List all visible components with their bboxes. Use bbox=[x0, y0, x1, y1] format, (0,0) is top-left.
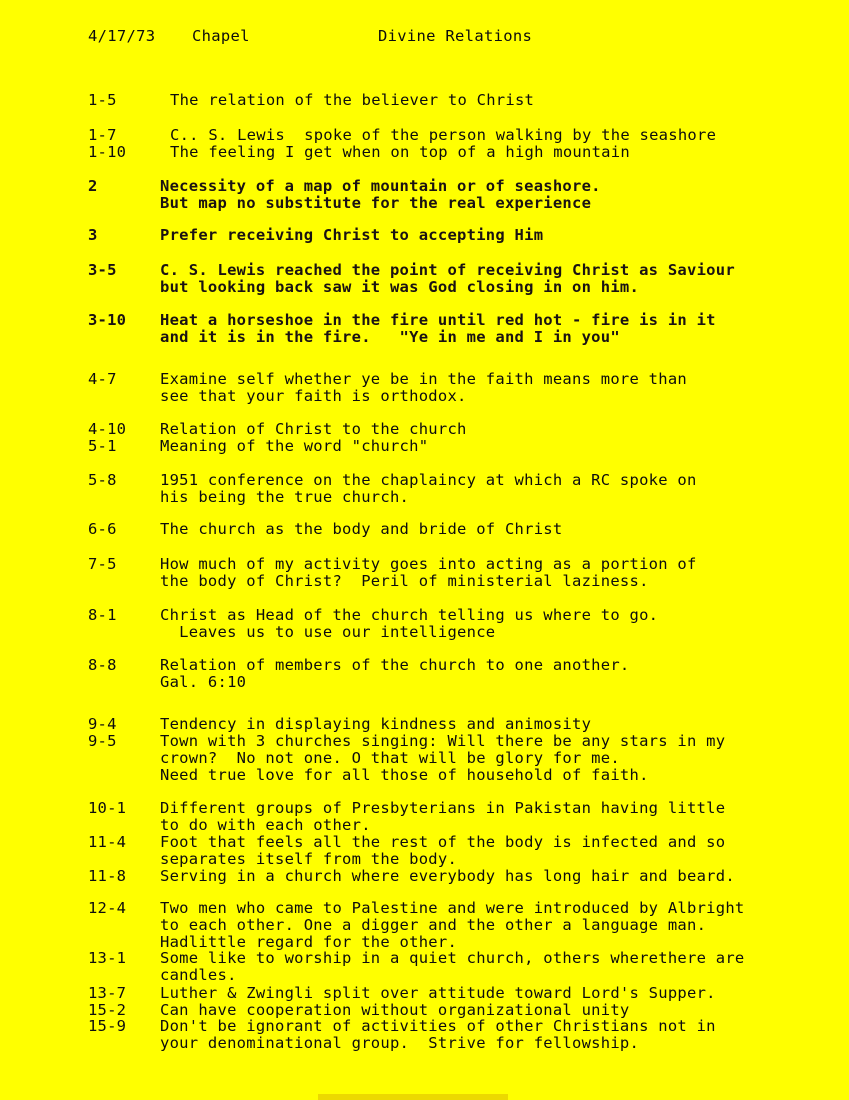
scan-edge-mark bbox=[318, 1094, 508, 1100]
note-line: The church as the body and bride of Christ bbox=[160, 520, 563, 538]
note-line: Examine self whether ye be in the faith means more than bbox=[160, 370, 687, 388]
note-ref: 8-8 bbox=[88, 656, 117, 674]
note-line: your denominational group. Strive for fellowship. bbox=[160, 1034, 640, 1052]
note-line: 1951 conference on the chaplaincy at which a RC spoke on bbox=[160, 471, 697, 489]
header-date: 4/17/73 bbox=[88, 27, 156, 45]
note-ref: 6-6 bbox=[88, 520, 117, 538]
note-ref: 11-8 bbox=[88, 867, 127, 885]
note-ref: 4-7 bbox=[88, 370, 117, 388]
note-line: the body of Christ? Peril of ministerial laziness. bbox=[160, 572, 649, 590]
note-ref: 9-5 bbox=[88, 732, 117, 750]
note-ref: 11-4 bbox=[88, 833, 127, 851]
note-ref: 4-10 bbox=[88, 420, 127, 438]
header-title: Divine Relations bbox=[378, 27, 533, 45]
note-ref: 10-1 bbox=[88, 799, 127, 817]
note-ref: 2 bbox=[88, 177, 98, 195]
note-line: to each other. One a digger and the other a language man. bbox=[160, 916, 707, 934]
note-line: his being the true church. bbox=[160, 488, 410, 506]
note-ref: 3-10 bbox=[88, 311, 127, 329]
note-ref: 15-2 bbox=[88, 1001, 127, 1019]
note-ref: 1-10 bbox=[88, 143, 127, 161]
note-line: How much of my activity goes into acting as a portion of bbox=[160, 555, 697, 573]
note-ref: 13-7 bbox=[88, 984, 127, 1002]
note-line: and it is in the fire. "Ye in me and I in you" bbox=[160, 328, 620, 346]
note-line: Meaning of the word "church" bbox=[160, 437, 429, 455]
note-line: Relation of members of the church to one another. bbox=[160, 656, 630, 674]
note-line: Serving in a church where everybody has long hair and beard. bbox=[160, 867, 735, 885]
note-ref: 7-5 bbox=[88, 555, 117, 573]
note-ref: 15-9 bbox=[88, 1017, 127, 1035]
note-ref: 8-1 bbox=[88, 606, 117, 624]
note-line: Relation of Christ to the church bbox=[160, 420, 467, 438]
note-line: Foot that feels all the rest of the body is infected and so bbox=[160, 833, 726, 851]
note-line: Town with 3 churches singing: Will there be any stars in my bbox=[160, 732, 726, 750]
note-line: Don't be ignorant of activities of other Christians not in bbox=[160, 1017, 716, 1035]
note-ref: 3-5 bbox=[88, 261, 117, 279]
note-line: Prefer receiving Christ to accepting Him bbox=[160, 226, 544, 244]
note-ref: 12-4 bbox=[88, 899, 127, 917]
note-line: Some like to worship in a quiet church, others wherethere are bbox=[160, 949, 745, 967]
note-ref: 5-1 bbox=[88, 437, 117, 455]
note-line: Heat a horseshoe in the fire until red hot - fire is in it bbox=[160, 311, 716, 329]
note-ref: 1-7 bbox=[88, 126, 117, 144]
note-ref: 3 bbox=[88, 226, 98, 244]
note-line: but looking back saw it was God closing in on him. bbox=[160, 278, 640, 296]
note-line: Can have cooperation without organizational unity bbox=[160, 1001, 630, 1019]
note-line: Luther & Zwingli split over attitude toward Lord's Supper. bbox=[160, 984, 716, 1002]
header-venue: Chapel bbox=[192, 27, 250, 45]
note-line: crown? No not one. O that will be glory for me. bbox=[160, 749, 620, 767]
note-line: Leaves us to use our intelligence bbox=[160, 623, 496, 641]
note-line: see that your faith is orthodox. bbox=[160, 387, 467, 405]
note-ref: 9-4 bbox=[88, 715, 117, 733]
note-line: C.. S. Lewis spoke of the person walking by the seashore bbox=[170, 126, 717, 144]
note-line: The relation of the believer to Christ bbox=[170, 91, 535, 109]
note-line: Different groups of Presbyterians in Pakistan having little bbox=[160, 799, 726, 817]
note-line: Christ as Head of the church telling us where to go. bbox=[160, 606, 659, 624]
note-line: to do with each other. bbox=[160, 816, 371, 834]
note-line: separates itself from the body. bbox=[160, 850, 458, 868]
note-line: candles. bbox=[160, 966, 237, 984]
note-line: Two men who came to Palestine and were introduced by Albright bbox=[160, 899, 745, 917]
note-ref: 1-5 bbox=[88, 91, 117, 109]
note-line: Hadlittle regard for the other. bbox=[160, 933, 458, 951]
note-ref: 5-8 bbox=[88, 471, 117, 489]
note-line: Necessity of a map of mountain or of seashore. bbox=[160, 177, 601, 195]
note-line: C. S. Lewis reached the point of receiving Christ as Saviour bbox=[160, 261, 735, 279]
note-line: Need true love for all those of household of faith. bbox=[160, 766, 649, 784]
note-line: Tendency in displaying kindness and animosity bbox=[160, 715, 592, 733]
note-ref: 13-1 bbox=[88, 949, 127, 967]
note-line: But map no substitute for the real experience bbox=[160, 194, 592, 212]
note-line: The feeling I get when on top of a high mountain bbox=[170, 143, 630, 161]
note-line: Gal. 6:10 bbox=[160, 673, 247, 691]
